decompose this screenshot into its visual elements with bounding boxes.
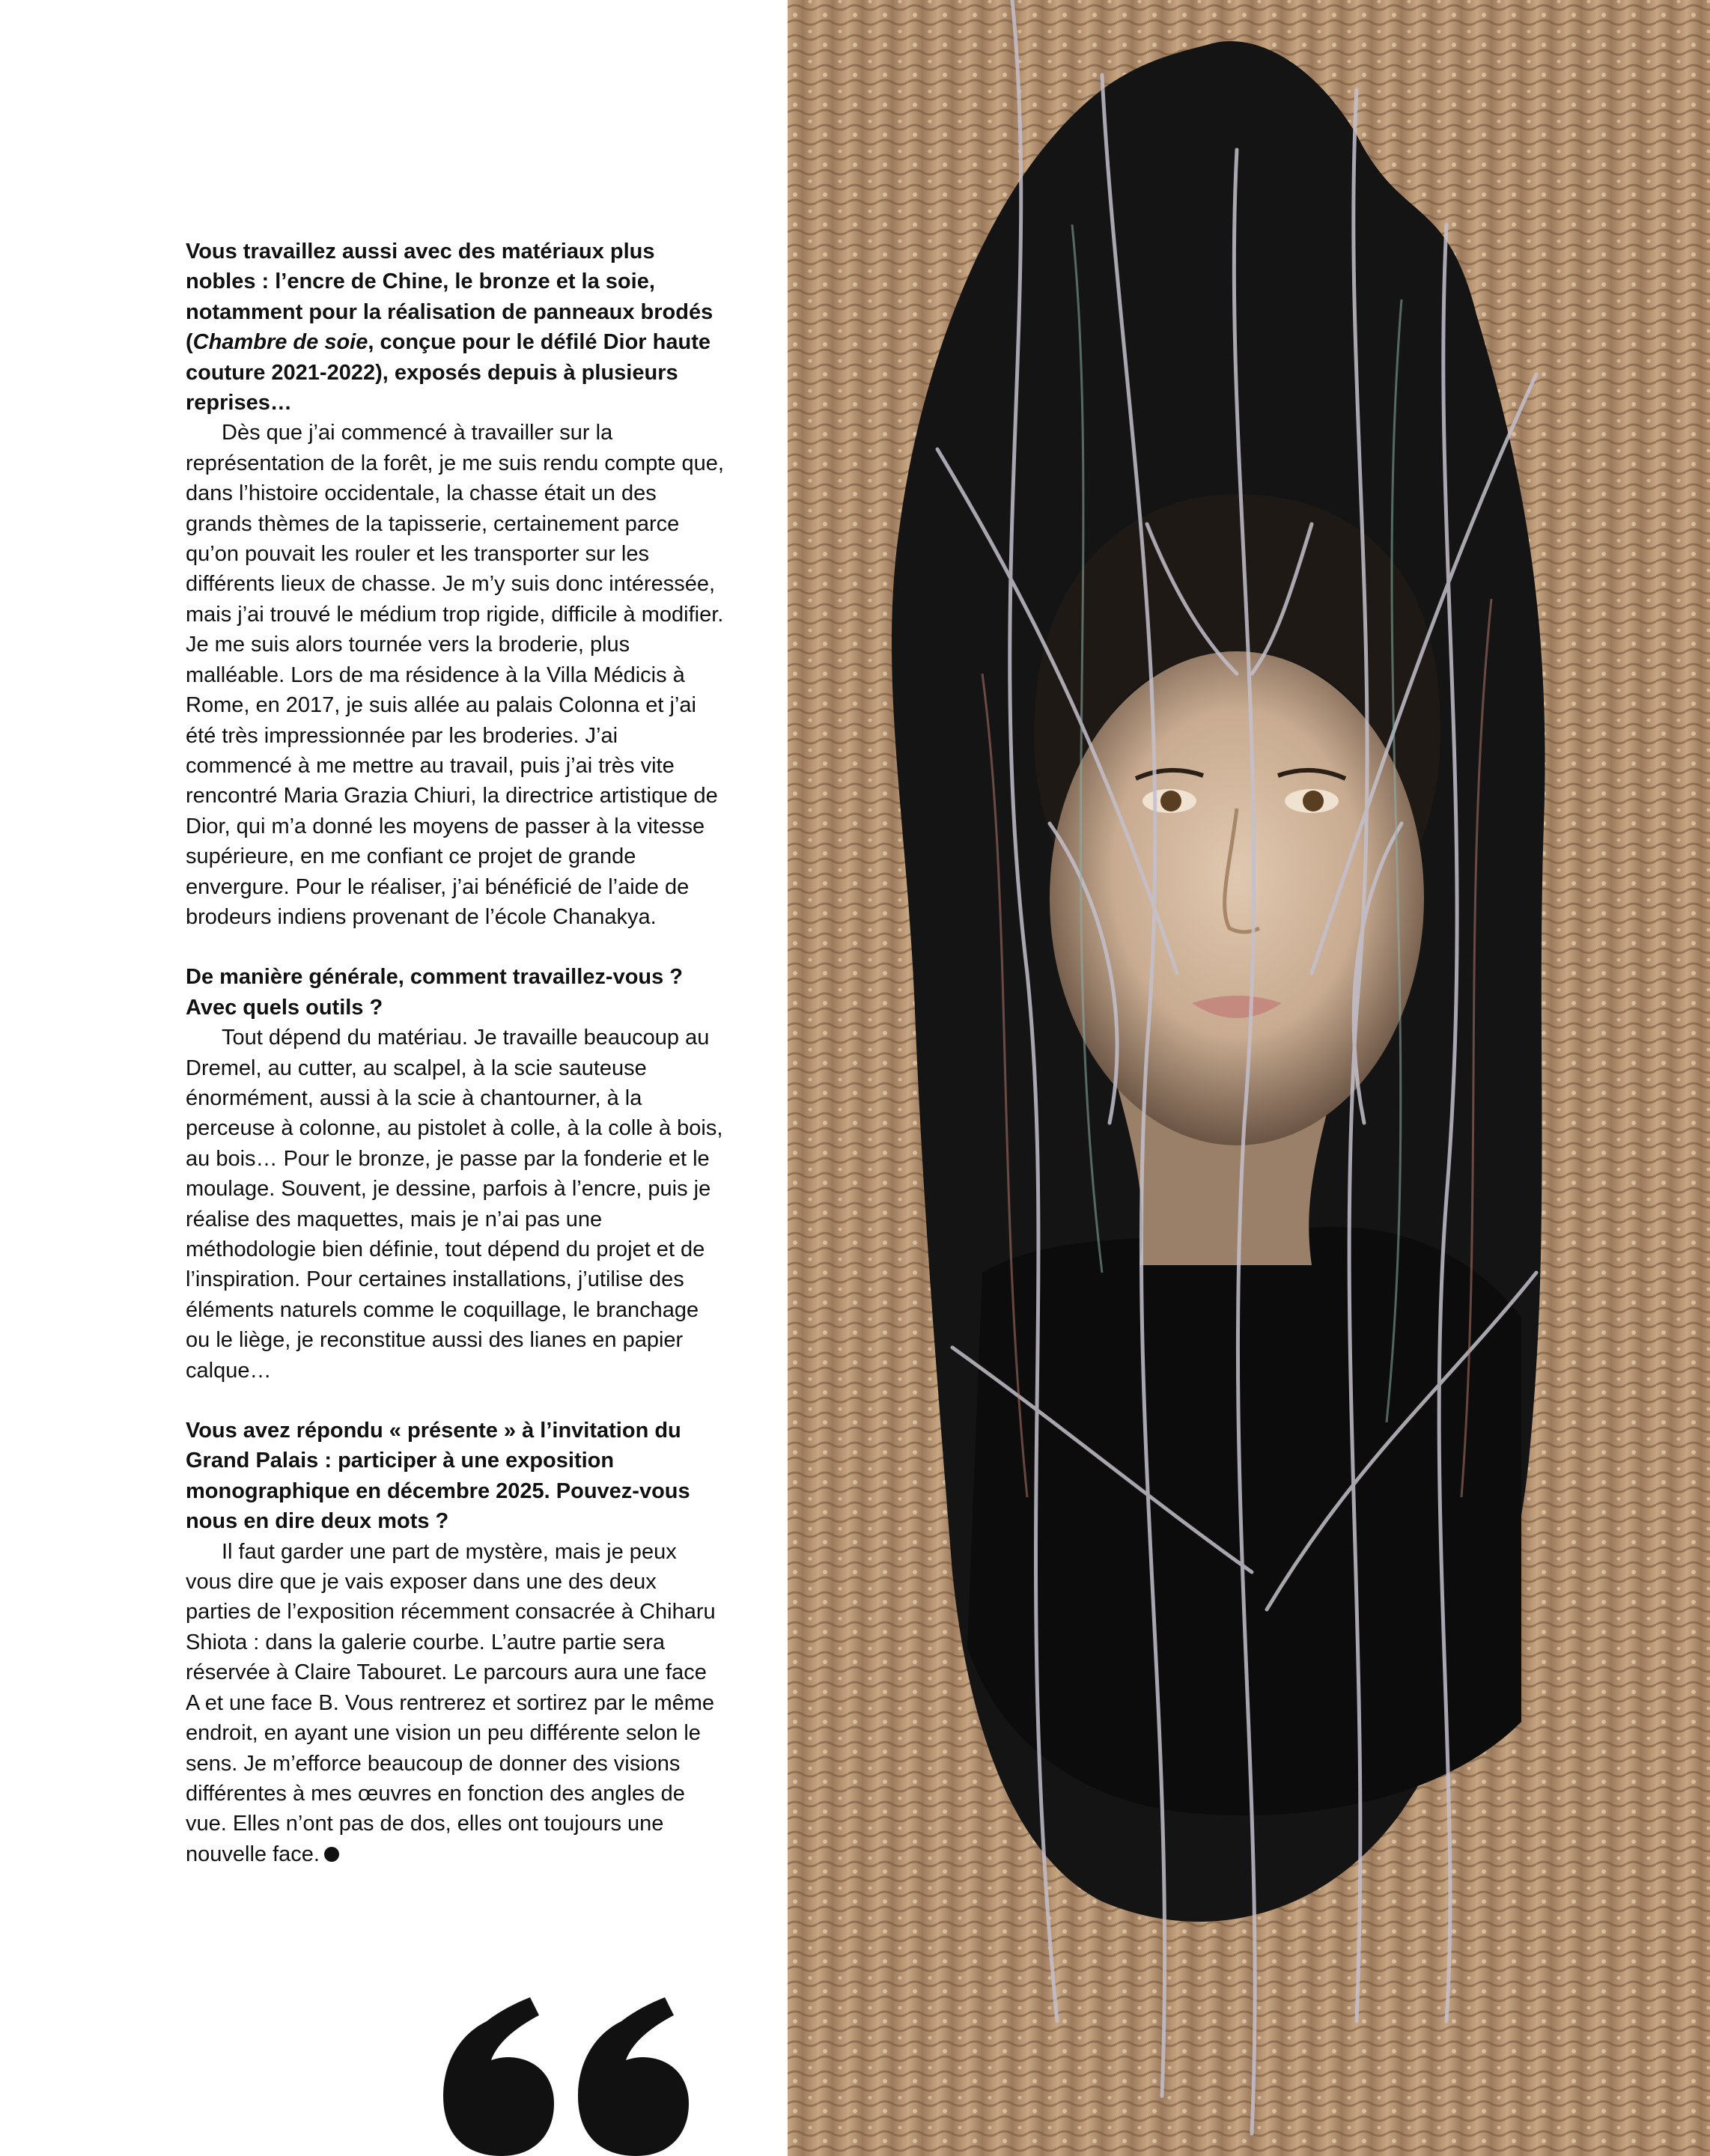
question-2: De manière générale, comment travaillez-vous ? Avec quels outils ? bbox=[186, 965, 684, 1020]
question-3: Vous avez répondu « présente » à l’invitation du Grand Palais : participer à une exposition monographique en décembre 2025. Pouvez-vous nous en dire deux mots ? bbox=[186, 1419, 690, 1534]
end-bullet-icon bbox=[324, 1847, 339, 1862]
answer-1: Dès que j’ai commencé à travailler sur la représentation de la forêt, je me suis rendu compte que, dans l’histoire occidentale, la chasse était un des grands thèmes de la tapisserie, certainement parce qu’on pouvait les rouler et les transporter sur les différents lieux de chasse. Je m’y suis donc intéressée, mais j’ai trouvé le médium trop rigide, difficile à modifier. Je me suis alors tournée vers la broderie, plus malléable. Lors de ma résidence à la Villa Médicis à Rome, en 2017, je suis allée au palais Colonna et j’ai été très impressionnée par les broderies. J’ai commencé à me mettre au travail, puis j’ai très vite rencontré Maria Grazia Chiuri, la directrice artistique de Dior, qui m’a donné les moyens de passer à la vitesse supérieure, en me confiant ce projet de grande envergure. Pour le réaliser, j’ai bénéficié de l’aide de brodeurs indiens provenant de l’école Chanakya. bbox=[186, 421, 724, 929]
answer-2: Tout dépend du matériau. Je travaille beaucoup au Dremel, au cutter, au scalpel, à la scie sauteuse énormément, aussi à la scie à chantourner, à la perceuse à colonne, au pistolet à colle, à la colle à bois, au bois… Pour le bronze, je passe par la fonderie et le moulage. Souvent, je dessine, parfois à l’encre, puis je réalise des maquettes, mais je n’ai pas une méthodologie bien définie, tout dépend du projet et de l’inspiration. Pour certaines installations, j’utilise des éléments naturels comme le coquillage, le branchage ou le liège, je reconstitue aussi des lianes en papier calque… bbox=[186, 1026, 723, 1383]
article-body bbox=[186, 237, 725, 1869]
artwork-title: Chambre de soie bbox=[192, 330, 368, 355]
quotation-mark-icon bbox=[442, 1976, 689, 2156]
question-1: Vous travaillez aussi avec des matériaux plus nobles : l’encre de Chine, le bronze et la soie, notamment pour la réalisation de panneaux brodés (Chambre de soie, conçue pour le défilé Dior haute couture 2021-2022), exposés depuis à plusieurs reprises… bbox=[186, 240, 713, 415]
answer-3: Il faut garder une part de mystère, mais je peux vous dire que je vais exposer dans une des deux parties de l’exposition récemment consacrée à Chiharu Shiota : dans la galerie courbe. L’autre partie sera réservée à Claire Tabouret. Le parcours aura une face A et une face B. Vous rentrerez et sortirez par le même endroit, en ayant une vision un peu différente selon le sens. Je m’efforce beaucoup de donner des visions différentes à mes œuvres en fonction des angles de vue. Elles n’ont pas de dos, elles ont toujours une nouvelle face. bbox=[186, 1539, 716, 1866]
portrait-photo bbox=[788, 0, 1710, 2156]
